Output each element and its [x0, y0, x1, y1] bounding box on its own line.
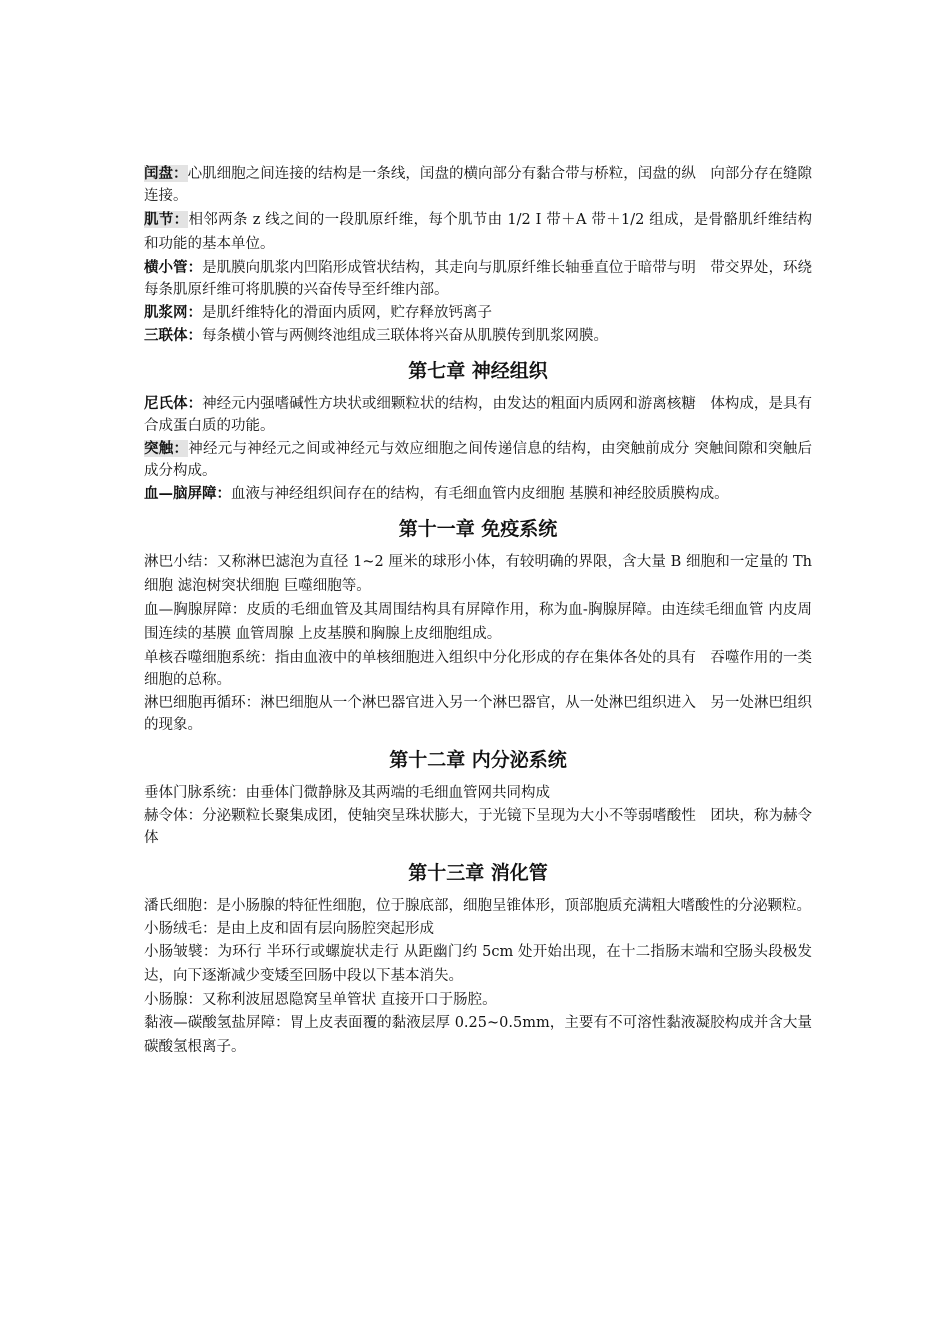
term-label: 单核吞噬细胞系统： [144, 650, 275, 666]
definition-text: 神经元内强嗜碱性方块状或细颗粒状的结构，由发达的粗面内质网和游离核糖 体构成，是具有合成蛋白质的功能。 [144, 396, 813, 434]
term-label: 尼氏体： [144, 395, 203, 412]
definition-text: 是肌纤维特化的滑面内质网，贮存释放钙离子 [202, 305, 492, 321]
term-label: 肌浆网： [144, 304, 202, 321]
term-label: 小肠腺： [144, 992, 202, 1008]
definition-text: 血液与神经组织间存在的结构，有毛细血管内皮细胞 基膜和神经胶质膜构成。 [231, 486, 729, 502]
definition-text: 每条横小管与两侧终池组成三联体将兴奋从肌膜传到肌浆网膜。 [202, 328, 608, 344]
term-label: 黏液—碳酸氢盐屏障： [144, 1015, 290, 1031]
term-label: 淋巴小结： [144, 554, 218, 570]
definition-transverse-tubule [144, 257, 812, 301]
definition-plicae-circulares [144, 941, 812, 988]
definition-text: 心肌细胞之间连接的结构是一条线，闰盘的横向部分有黏合带与桥粒，闰盘的纵 向部分存在缝隙连接。 [144, 166, 813, 204]
term-label: 小肠绒毛： [144, 921, 217, 937]
term-label: 横小管： [144, 259, 203, 276]
term-label: 突触： [144, 440, 189, 457]
term-label: 血—脑屏障： [144, 485, 231, 502]
definition-triad [144, 325, 812, 347]
definition-blood-brain-barrier [144, 483, 812, 505]
definition-text: 又称淋巴滤泡为直径 1~2 厘米的球形小体，有较明确的界限，含大量 B 细胞和一定量的 Th 细胞 滤泡树突状细胞 巨噬细胞等。 [144, 554, 813, 594]
term-label: 垂体门脉系统： [144, 785, 246, 801]
definition-text: 相邻两条 z 线之间的一段肌原纤维，每个肌节由 1/2 I 带＋A 带＋1/2 组成，是骨骼肌纤维结构和功能的基本单位。 [144, 212, 813, 252]
definition-text: 由垂体门微静脉及其两端的毛细血管网共同构成 [245, 785, 550, 801]
definition-text: 胃上皮表面覆的黏液层厚 0.25~0.5mm，主要有不可溶性黏液凝胶构成并含大量碳酸氢根离子。 [144, 1015, 813, 1055]
definition-intercalated-disc [144, 163, 812, 207]
definition-paneth-cell [144, 895, 812, 917]
term-label: 小肠皱襞： [144, 944, 218, 960]
chapter-heading-nervous-tissue: 第七章 神经组织 [408, 360, 548, 382]
definition-text: 淋巴细胞从一个淋巴器官进入另一个淋巴器官，从一处淋巴组织进入 另一处淋巴组织的现象。 [144, 695, 813, 733]
term-label: 赫令体： [144, 808, 203, 824]
definition-text: 皮质的毛细血管及其周围结构具有屏障作用，称为血-胸腺屏障。由连续毛细血管 内皮周围连续的基膜 血管周腺 上皮基膜和胸腺上皮细胞组成。 [144, 602, 813, 642]
term-label: 淋巴细胞再循环： [144, 695, 261, 711]
definition-synapse [144, 438, 812, 482]
chapter-heading-immune-system: 第十一章 免疫系统 [398, 518, 558, 540]
definition-lymphocyte-recirculation [144, 692, 812, 736]
definition-sarcomere [144, 208, 812, 256]
definition-blood-thymus-barrier [144, 599, 812, 646]
definition-text: 又称利波屈恩隐窝呈单管状 直接开口于肠腔。 [202, 992, 497, 1008]
definition-nissl-body [144, 393, 812, 437]
definition-intestinal-villus [144, 918, 812, 940]
definition-text: 分泌颗粒长聚集成团，使轴突呈珠状膨大，于光镜下呈现为大小不等弱嗜酸性 团块，称为赫令体 [144, 808, 813, 846]
definition-text: 是小肠腺的特征性细胞，位于腺底部，细胞呈锥体形，顶部胞质充满粗大嗜酸性的分泌颗粒。 [216, 898, 811, 914]
term-label: 闰盘： [144, 165, 188, 182]
definition-text: 是肌膜向肌浆内凹陷形成管状结构，其走向与肌原纤维长轴垂直位于暗带与明 带交界处，环绕每条肌原纤维可将肌膜的兴奋传导至纤维内部。 [144, 260, 813, 298]
definition-hypophyseal-portal-system [144, 782, 812, 804]
definition-text: 是由上皮和固有层向肠腔突起形成 [216, 921, 434, 937]
term-label: 三联体： [144, 327, 202, 344]
definition-mucus-bicarbonate-barrier [144, 1012, 812, 1059]
definition-intestinal-gland [144, 989, 812, 1011]
term-label: 肌节： [144, 211, 189, 228]
definition-text: 指由血液中的单核细胞进入组织中分化形成的存在集体各处的具有 吞噬作用的一类细胞的总称。 [144, 650, 812, 688]
chapter-heading-endocrine-system: 第十二章 内分泌系统 [389, 749, 567, 771]
definition-text: 为环行 半环行或螺旋状走行 从距幽门约 5cm 处开始出现，在十二指肠末端和空肠头段极发达，向下逐渐减少变矮至回肠中段以下基本消失。 [144, 944, 813, 984]
definition-sarcoplasmic-reticulum [144, 302, 812, 324]
term-label: 血—胸腺屏障： [144, 602, 247, 618]
chapter-heading-digestive-tract: 第十三章 消化管 [408, 862, 548, 884]
definition-lymph-nodule [144, 551, 812, 598]
document-page [144, 163, 812, 1060]
definition-herring-body [144, 805, 812, 849]
term-label: 潘氏细胞： [144, 898, 217, 914]
definition-mononuclear-phagocyte-system [144, 647, 812, 691]
definition-text: 神经元与神经元之间或神经元与效应细胞之间传递信息的结构，由突触前成分 突触间隙和突触后成分构成。 [144, 441, 813, 479]
